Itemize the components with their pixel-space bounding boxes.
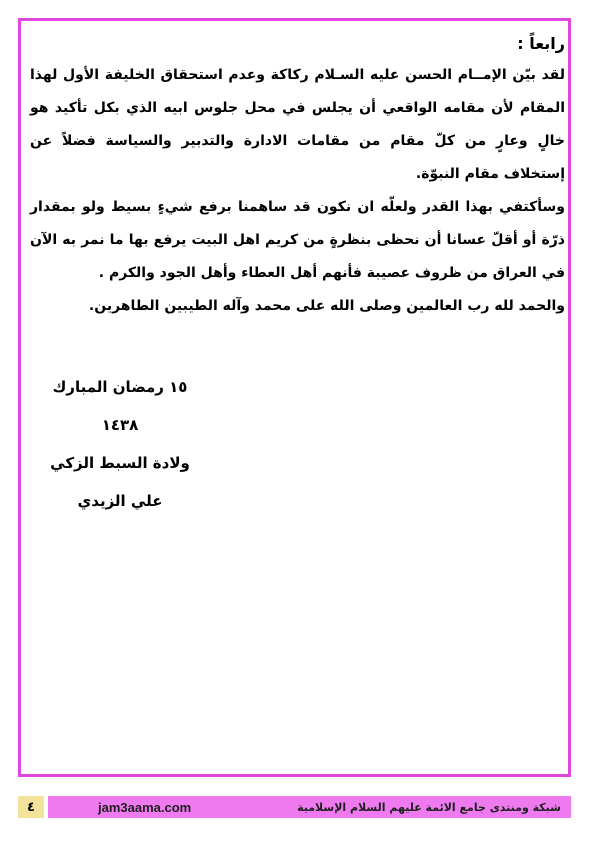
network-name: شبكة ومنتدى جامع الائمة عليهم السلام الإسلامية xyxy=(297,800,561,814)
paragraph-3: والحمد لله رب العالمين وصلى الله على محمد وآله الطيبين الطاهرين. xyxy=(88,298,565,314)
signature-author: علي الزيدي xyxy=(77,492,163,510)
article-body xyxy=(30,34,565,323)
signature-block xyxy=(40,368,200,520)
paragraph-2: وسأكتفي بهذا القدر ولعلّه ان نكون قد ساهمنا برفع شيءٍ بسيط ولو بمقدار ذرّة أو أقلّ عسانا أن نحظى بنظرةٍ من كريم اهل البيت يرفع بها ما نمر به الآن في العراق من ظروف عصيبة فأنهم أهل العطاء وأهل الجود والكرم . xyxy=(30,199,565,281)
signature-date: ١٥ رمضان المبارك ١٤٣٨ xyxy=(52,378,188,434)
footer-band xyxy=(48,796,571,818)
page-footer xyxy=(18,796,571,818)
paragraph-1: لقد بيّن الإمــام الحسن عليه السـلام ركاكة وعدم استحقاق الخليفة الأول لهذا المقام لأن مقامه الواقعي أن يجلس في محل جلوس ابيه الذي بكل تأكيد هو خالٍ وعارٍ من كلّ مقام من مقامات الادارة والتدبير والسياسة فضلاً عن إستخلاف مقام النبوّة. xyxy=(30,67,565,182)
page-number: ٤ xyxy=(18,796,44,818)
signature-occasion: ولادة السبط الزكي xyxy=(50,454,190,472)
section-heading: رابعاً : xyxy=(517,34,565,53)
site-link[interactable]: jam3aama.com xyxy=(98,799,192,815)
